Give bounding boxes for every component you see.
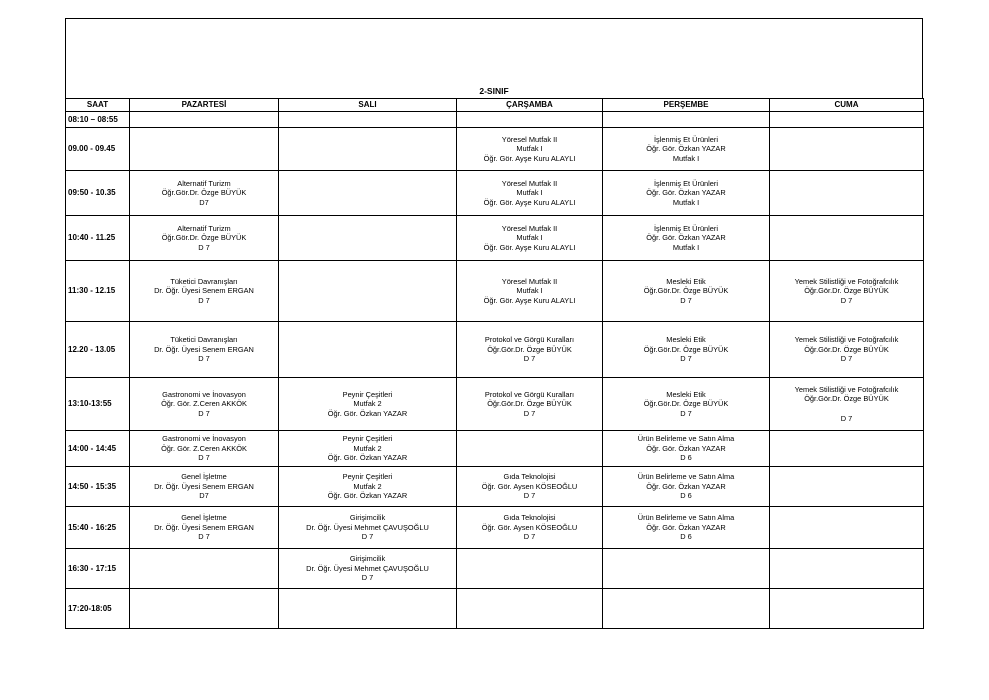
schedule-cell-pazartesi <box>130 431 279 467</box>
time-slot: 14:50 - 15:35 <box>66 467 130 507</box>
cell-line: Protokol ve Görgü Kuralları <box>484 335 575 345</box>
schedule-cell-sali <box>279 216 457 261</box>
cell-line: Yemek Stilistliği ve Fotoğrafcılık <box>794 384 899 394</box>
cell-line: Mesleki Etik <box>666 276 706 286</box>
schedule-cell-sali <box>279 507 457 549</box>
time-slot: 13:10-13:55 <box>66 378 130 431</box>
cell-line: D 6 <box>680 491 692 501</box>
cell-line: Mesleki Etik <box>666 389 706 399</box>
cell-line: Dr. Öğr. Üyesi Mehmet ÇAVUŞOĞLU <box>306 563 429 573</box>
schedule-cell-persembe <box>603 171 770 216</box>
time-slot: 10:40 - 11.25 <box>66 216 130 261</box>
table-row <box>66 431 924 467</box>
schedule-cell-pazartesi <box>130 128 279 171</box>
cell-line: D 7 <box>523 532 536 542</box>
table-row <box>66 171 924 216</box>
table-row <box>66 549 924 589</box>
cell-line: Öğr. Gör. Özkan YAZAR <box>327 408 408 418</box>
cell-line: D7 <box>199 197 209 207</box>
schedule-cell-sali <box>279 589 457 629</box>
cell-line: Öğr. Gör. Özkan YAZAR <box>646 144 726 154</box>
schedule-cell-carsamba <box>457 549 603 589</box>
cell-line: D 7 <box>523 491 536 501</box>
cell-line: Öğr. Gör. Aysen KÖSEOĞLU <box>481 481 578 491</box>
cell-line: Öğr. Gör. Özkan YAZAR <box>646 233 726 243</box>
schedule-cell-pazartesi <box>130 322 279 378</box>
schedule-cell-persembe <box>603 549 770 589</box>
schedule-cell-sali <box>279 549 457 589</box>
schedule-cell-persembe <box>603 261 770 322</box>
cell-line: Öğr.Gör.Dr. Özge BÜYÜK <box>804 394 889 404</box>
cell-line: Yöresel Mutfak II <box>501 276 558 286</box>
schedule-cell-persembe <box>603 431 770 467</box>
table-row <box>66 112 924 128</box>
cell-line: Öğr. Gör. Ayşe Kuru ALAYLI <box>483 295 576 305</box>
schedule-cell-cuma <box>770 261 924 322</box>
cell-line: D 7 <box>840 413 853 423</box>
time-slot: 09.00 - 09.45 <box>66 128 130 171</box>
column-header-carsamba: ÇARŞAMBA <box>457 99 603 112</box>
schedule-cell-persembe <box>603 507 770 549</box>
schedule-cell-sali <box>279 261 457 322</box>
schedule-cell-persembe <box>603 322 770 378</box>
cell-line: D 7 <box>523 354 536 364</box>
time-slot: 09:50 - 10.35 <box>66 171 130 216</box>
cell-line: Öğr. Gör. Özkan YAZAR <box>646 481 726 491</box>
cell-line: Öğr. Gör. Ayşe Kuru ALAYLI <box>483 153 576 163</box>
cell-line: Tüketici Davranışları <box>170 276 238 286</box>
schedule-cell-carsamba <box>457 467 603 507</box>
cell-line: Gıda Teknolojisi <box>503 472 556 482</box>
cell-line: Mutfak I <box>516 188 543 198</box>
cell-line: Dr. Öğr. Üyesi Senem ERGAN <box>154 286 254 296</box>
schedule-cell-pazartesi <box>130 589 279 629</box>
cell-line: Ürün Belirleme ve Satın Alma <box>637 472 735 482</box>
cell-line: Öğr.Gör.Dr. Özge BÜYÜK <box>161 233 247 243</box>
time-slot: 15:40 - 16:25 <box>66 507 130 549</box>
cell-line: Yöresel Mutfak II <box>501 223 558 233</box>
schedule-cell-sali <box>279 112 457 128</box>
cell-line: D 6 <box>680 453 692 463</box>
time-slot: 08:10 – 08:55 <box>66 112 130 128</box>
cell-line: Öğr. Gör. Özkan YAZAR <box>646 522 726 532</box>
schedule-cell-cuma <box>770 589 924 629</box>
table-row <box>66 322 924 378</box>
schedule-cell-persembe <box>603 128 770 171</box>
cell-line: Protokol ve Görgü Kuralları <box>484 389 575 399</box>
column-header-pazartesi: PAZARTESİ <box>130 99 279 112</box>
schedule-cell-cuma <box>770 128 924 171</box>
cell-line: İşlenmiş Et Ürünleri <box>653 223 719 233</box>
cell-line: D 7 <box>680 354 692 364</box>
cell-line: Mutfak 2 <box>353 481 382 491</box>
table-row <box>66 467 924 507</box>
cell-line: Peynir Çeşitleri <box>342 389 393 399</box>
header-row <box>66 99 924 112</box>
schedule-cell-persembe <box>603 216 770 261</box>
schedule-cell-pazartesi <box>130 216 279 261</box>
schedule-cell-pazartesi <box>130 549 279 589</box>
schedule-cell-pazartesi <box>130 261 279 322</box>
cell-line: Peynir Çeşitleri <box>342 434 393 444</box>
cell-line: Öğr. Gör. Z.Ceren AKKÖK <box>161 443 247 453</box>
schedule-cell-pazartesi <box>130 171 279 216</box>
schedule-cell-cuma <box>770 171 924 216</box>
schedule-cell-sali <box>279 467 457 507</box>
cell-line: Öğr.Gör.Dr. Özge BÜYÜK <box>643 399 729 409</box>
time-slot: 11:30 - 12.15 <box>66 261 130 322</box>
time-slot: 12.20 - 13.05 <box>66 322 130 378</box>
sheet-title: 2-SINIF <box>479 86 509 96</box>
schedule-cell-sali <box>279 171 457 216</box>
cell-line: D 7 <box>523 408 536 418</box>
cell-line: Mesleki Etik <box>666 335 706 345</box>
cell-line: D 7 <box>840 354 853 364</box>
schedule-cell-sali <box>279 378 457 431</box>
schedule-cell-sali <box>279 322 457 378</box>
cell-line: Mutfak 2 <box>353 443 382 453</box>
cell-line: Mutfak I <box>672 242 700 252</box>
cell-line: Ürün Belirleme ve Satın Alma <box>637 434 735 444</box>
schedule-cell-persembe <box>603 378 770 431</box>
time-slot: 17:20-18:05 <box>66 589 130 629</box>
schedule-cell-cuma <box>770 378 924 431</box>
cell-line: Öğr. Gör. Ayşe Kuru ALAYLI <box>483 197 576 207</box>
cell-line: D 7 <box>361 573 374 583</box>
cell-line: Genel İşletme <box>181 472 227 482</box>
cell-line: Öğr. Gör. Aysen KÖSEOĞLU <box>481 522 578 532</box>
table-row <box>66 261 924 322</box>
cell-line: Girişimcilik <box>349 513 386 523</box>
table-row <box>66 378 924 431</box>
cell-line: Mutfak I <box>516 144 543 154</box>
schedule-table <box>65 98 924 629</box>
schedule-cell-persembe <box>603 112 770 128</box>
schedule-cell-cuma <box>770 467 924 507</box>
time-slot: 14:00 - 14:45 <box>66 431 130 467</box>
cell-line: Öğr.Gör.Dr. Özge BÜYÜK <box>643 344 729 354</box>
cell-line: Öğr.Gör.Dr. Özge BÜYÜK <box>804 286 889 296</box>
cell-line: Gastronomi ve İnovasyon <box>162 389 246 399</box>
cell-line: Öğr. Gör. Özkan YAZAR <box>327 491 408 501</box>
schedule-cell-carsamba <box>457 216 603 261</box>
schedule-cell-carsamba <box>457 507 603 549</box>
cell-line: D 7 <box>198 242 210 252</box>
table-row <box>66 128 924 171</box>
cell-line <box>771 404 922 414</box>
schedule-body <box>66 112 924 629</box>
schedule-cell-carsamba <box>457 589 603 629</box>
cell-line: Öğr. Gör. Özkan YAZAR <box>327 453 408 463</box>
cell-line: Alternatif Turizm <box>177 223 231 233</box>
cell-line: D 7 <box>198 408 210 418</box>
cell-line: Mutfak I <box>516 233 543 243</box>
cell-line: D 6 <box>680 532 692 542</box>
cell-line: İşlenmiş Et Ürünleri <box>653 178 719 188</box>
schedule-cell-cuma <box>770 507 924 549</box>
schedule-cell-cuma <box>770 549 924 589</box>
cell-line: D 7 <box>198 295 210 305</box>
cell-line: Alternatif Turizm <box>177 178 231 188</box>
cell-line: Yemek Stilistliği ve Fotoğrafcılık <box>794 276 899 286</box>
schedule-cell-cuma <box>770 431 924 467</box>
cell-line: Gıda Teknolojisi <box>503 513 556 523</box>
schedule-cell-sali <box>279 431 457 467</box>
cell-line: Öğr. Gör. Z.Ceren AKKÖK <box>161 399 247 409</box>
column-header-saat: SAAT <box>66 99 130 112</box>
cell-line: Yöresel Mutfak II <box>501 178 558 188</box>
cell-line: Mutfak I <box>672 153 700 163</box>
schedule-cell-cuma <box>770 216 924 261</box>
page-header-frame <box>65 18 923 98</box>
cell-line: Tüketici Davranışları <box>170 335 238 345</box>
cell-line: Peynir Çeşitleri <box>342 472 393 482</box>
schedule-cell-carsamba <box>457 431 603 467</box>
schedule-cell-carsamba <box>457 112 603 128</box>
cell-line: İşlenmiş Et Ürünleri <box>653 134 719 144</box>
time-slot: 16:30 - 17:15 <box>66 549 130 589</box>
cell-line: Ürün Belirleme ve Satın Alma <box>637 513 735 523</box>
table-row <box>66 216 924 261</box>
schedule-cell-sali <box>279 128 457 171</box>
cell-line: Dr. Öğr. Üyesi Senem ERGAN <box>154 481 254 491</box>
cell-line: Girişimcilik <box>349 554 386 564</box>
schedule-cell-carsamba <box>457 378 603 431</box>
cell-line: Öğr.Gör.Dr. Özge BÜYÜK <box>161 188 247 198</box>
cell-line: Öğr. Gör. Ayşe Kuru ALAYLI <box>483 242 576 252</box>
schedule-cell-cuma <box>770 112 924 128</box>
column-header-persembe: PERŞEMBE <box>603 99 770 112</box>
cell-line: Öğr.Gör.Dr. Özge BÜYÜK <box>487 399 572 409</box>
column-header-sali: SALI <box>279 99 457 112</box>
cell-line: D 7 <box>361 532 374 542</box>
cell-line: D 7 <box>198 453 210 463</box>
schedule-cell-persembe <box>603 467 770 507</box>
cell-line: Yöresel Mutfak II <box>501 134 558 144</box>
cell-line: D 7 <box>840 295 853 305</box>
cell-line: Öğr.Gör.Dr. Özge BÜYÜK <box>643 286 729 296</box>
cell-line: D 7 <box>680 408 692 418</box>
table-row <box>66 507 924 549</box>
cell-line: Mutfak I <box>672 197 700 207</box>
cell-line: Gastronomi ve İnovasyon <box>162 434 246 444</box>
cell-line: Dr. Öğr. Üyesi Senem ERGAN <box>154 344 254 354</box>
cell-line: Mutfak I <box>516 286 543 296</box>
schedule-cell-persembe <box>603 589 770 629</box>
schedule-cell-pazartesi <box>130 378 279 431</box>
cell-line: Öğr.Gör.Dr. Özge BÜYÜK <box>804 344 889 354</box>
schedule-cell-pazartesi <box>130 112 279 128</box>
schedule-cell-pazartesi <box>130 507 279 549</box>
cell-line: D 7 <box>680 295 692 305</box>
schedule-cell-carsamba <box>457 261 603 322</box>
cell-line: Dr. Öğr. Üyesi Senem ERGAN <box>154 522 254 532</box>
schedule-cell-pazartesi <box>130 467 279 507</box>
cell-line: Mutfak 2 <box>353 399 382 409</box>
schedule-cell-carsamba <box>457 171 603 216</box>
schedule-cell-carsamba <box>457 128 603 171</box>
cell-line: D 7 <box>198 532 210 542</box>
cell-line: Öğr. Gör. Özkan YAZAR <box>646 188 726 198</box>
cell-line: D7 <box>199 491 209 501</box>
table-row <box>66 589 924 629</box>
schedule-cell-cuma <box>770 322 924 378</box>
cell-line: Öğr.Gör.Dr. Özge BÜYÜK <box>487 344 572 354</box>
schedule-cell-carsamba <box>457 322 603 378</box>
cell-line: Yemek Stilistliği ve Fotoğrafcılık <box>794 335 899 345</box>
cell-line: Genel İşletme <box>181 513 227 523</box>
cell-line: Dr. Öğr. Üyesi Mehmet ÇAVUŞOĞLU <box>306 522 429 532</box>
column-header-cuma: CUMA <box>770 99 924 112</box>
cell-line: Öğr. Gör. Özkan YAZAR <box>646 443 726 453</box>
cell-line: D 7 <box>198 354 210 364</box>
